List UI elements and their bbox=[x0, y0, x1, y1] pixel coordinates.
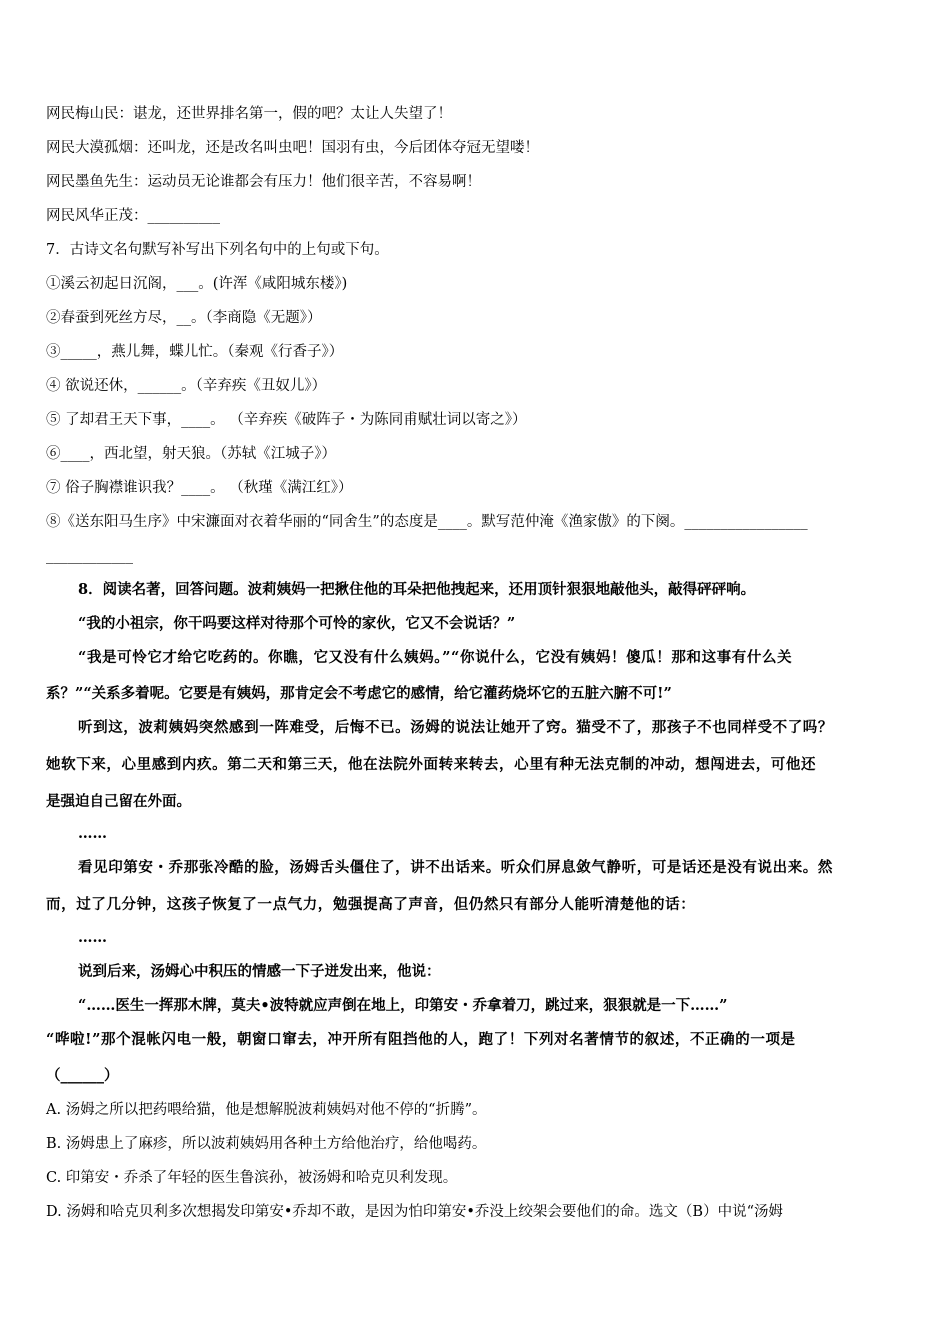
answer-blank: ____________ bbox=[46, 548, 133, 564]
question-8-title: 8．阅读名著，回答问题。波莉姨妈一把揪住他的耳朵把他拽起来，还用顶针狠狠地敲他头，敲得砰砰响。 bbox=[78, 581, 756, 598]
passage-line: “哗啦!”那个混帐闪电一般，朝窗口窜去，冲开所有阻挡他的人，跑了！下列对名著情节的叙述，不正确的一项是 bbox=[46, 1031, 796, 1048]
question-7-item: ③_____，燕儿舞，蝶儿忙。（秦观《行香子》） bbox=[46, 344, 344, 360]
question-7-title: 7．古诗文名句默写补写出下列名句中的上句或下句。 bbox=[46, 242, 389, 258]
comment-line: 网民梅山民：谌龙，还世界排名第一，假的吧？太让人失望了！ bbox=[46, 106, 452, 122]
question-7-item: ①溪云初起日沉阁，___。(许浑《咸阳城东楼》) bbox=[46, 276, 348, 292]
question-7-item: ②春蚕到死丝方尽，__。（李商隐《无题》） bbox=[46, 310, 322, 326]
passage-line: “我的小祖宗，你干吗要这样对待那个可怜的家伙，它又不会说话？” bbox=[78, 615, 516, 632]
question-7-item: ⑤ 了却君王天下事，____。 （辛弃疾《破阵子・为陈同甫赋壮词以寄之》） bbox=[46, 412, 527, 428]
ellipsis: …… bbox=[78, 825, 107, 842]
passage-line: 说到后来，汤姆心中积压的情感一下子迸发出来，他说： bbox=[78, 963, 441, 980]
passage-line: “我是可怜它才给它吃药的。你瞧，它又没有什么姨妈。”“你说什么，它没有姨妈！傻瓜！那和这事有什么关 bbox=[78, 649, 793, 666]
option-c: C. 印第安・乔杀了年轻的医生鲁滨孙，被汤姆和哈克贝利发现。 bbox=[46, 1170, 458, 1186]
passage-line: 听到这，波莉姨妈突然感到一阵难受，后悔不已。汤姆的说法让她开了窍。猫受不了，那孩子不也同样受不了吗？ bbox=[78, 719, 833, 736]
passage-line: 系？”“关系多着呢。它要是有姨妈，那肯定会不考虑它的感情，给它灌药烧坏它的五脏六腑不可!” bbox=[46, 685, 672, 702]
answer-paren: （______） bbox=[46, 1067, 119, 1084]
passage-line: 看见印第安・乔那张冷酷的脸，汤姆舌头僵住了，讲不出话来。听众们屏息敛气静听，可是话还是没有说出来。然 bbox=[78, 859, 833, 876]
option-b: B. 汤姆患上了麻疹，所以波莉姨妈用各种土方给他治疗，给他喝药。 bbox=[46, 1136, 487, 1152]
passage-line: 是强迫自己留在外面。 bbox=[46, 793, 191, 810]
question-7-item: ④ 欲说还休，______。（辛弃疾《丑奴儿》） bbox=[46, 378, 327, 394]
comment-line: 网民大漠孤烟：还叫龙，还是改名叫虫吧！国羽有虫，今后团体夺冠无望喽！ bbox=[46, 140, 539, 156]
passage-line: 而，过了几分钟，这孩子恢复了一点气力，勉强提高了声音，但仍然只有部分人能听清楚他的话： bbox=[46, 896, 696, 913]
passage-line: 她软下来，心里感到内疚。第二天和第三天，他在法院外面转来转去，心里有种无法克制的冲动，想闯进去，可他还 bbox=[46, 756, 817, 773]
question-7-item: ⑦ 俗子胸襟谁识我？____。 （秋瑾《满江红》） bbox=[46, 480, 353, 496]
comment-line: 网民风华正茂：__________ bbox=[46, 208, 220, 224]
comment-line: 网民墨鱼先生：运动员无论谁都会有压力！他们很辛苦，不容易啊！ bbox=[46, 174, 481, 190]
option-d: D. 汤姆和哈克贝利多次想揭发印第安•乔却不敢，是因为怕印第安•乔没上绞架会要他们的命。选文（B）中说“汤姆 bbox=[46, 1204, 783, 1220]
question-7-item: ⑥____，西北望，射天狼。（苏轼《江城子》） bbox=[46, 446, 336, 462]
question-7-item: ⑧《送东阳马生序》中宋濂面对衣着华丽的“同舍生”的态度是____。默写范仲淹《渔家傲》的下阕。_________________ bbox=[46, 514, 808, 530]
passage-line: “……医生一挥那木牌，莫夫•波特就应声倒在地上，印第安・乔拿着刀，跳过来，狠狠就是一下……” bbox=[78, 997, 728, 1014]
option-a: A. 汤姆之所以把药喂给猫，他是想解脱波莉姨妈对他不停的“折腾”。 bbox=[46, 1102, 487, 1118]
ellipsis: …… bbox=[78, 929, 107, 946]
